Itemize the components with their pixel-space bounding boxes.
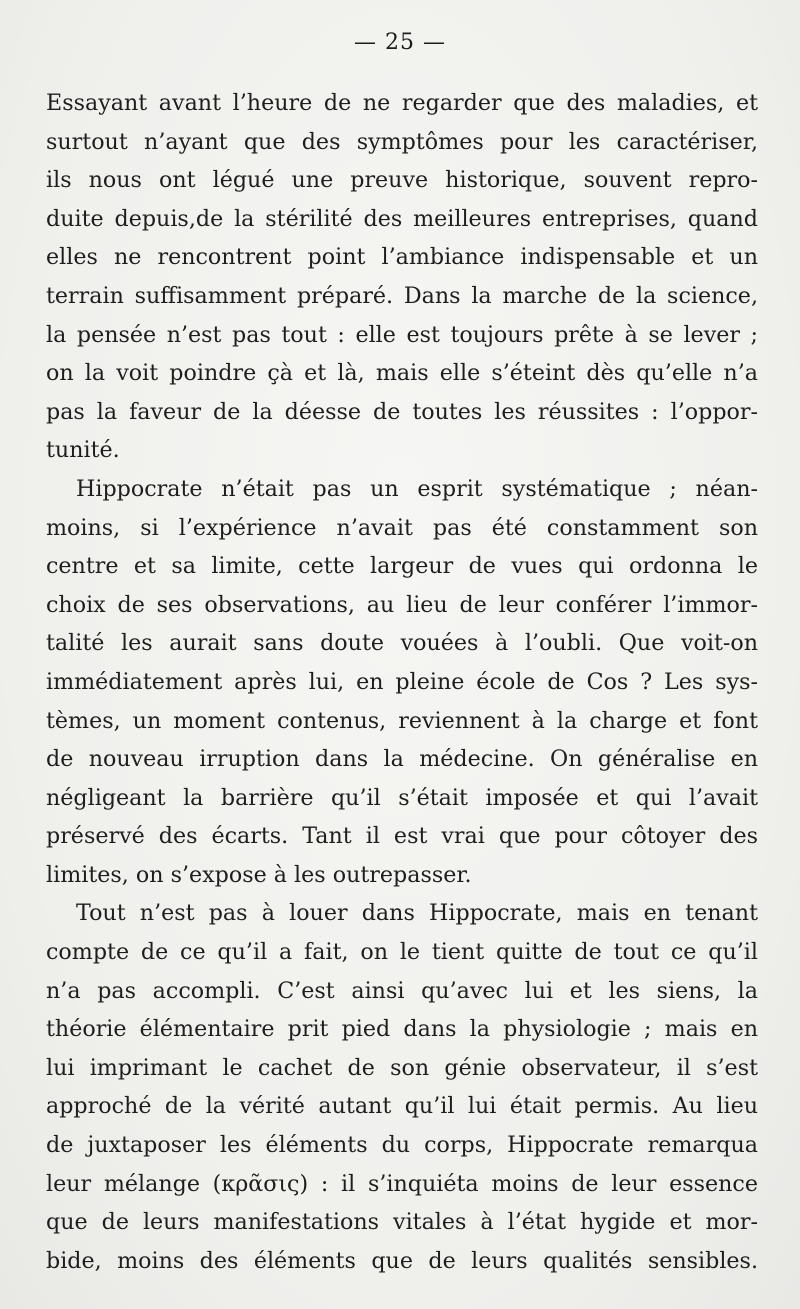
text-line: on la voit poindre çà et là, mais elle s’éteint dès qu’elle n’a [46,360,758,387]
text-line: de nouveau irruption dans la médecine. On généralise en [46,746,758,773]
text-line: compte de ce qu’il a fait, on le tient quitte de tout ce qu’il [46,939,758,966]
text-line: bide, moins des éléments que de leurs qualités sensibles. [46,1247,758,1274]
text-line: de juxtaposer les éléments du corps, Hippocrate remarqua [46,1132,758,1159]
text-line: Hippocrate n’était pas un esprit systématique ; néan- [76,475,758,502]
page-number: — 25 — [354,30,446,55]
text-line: talité les aurait sans doute vouées à l’oubli. Que voit-on [46,630,758,657]
text-line: lui imprimant le cachet de son génie observateur, il s’est [46,1054,758,1081]
text-line: la pensée n’est pas tout : elle est toujours prête à se lever ; [46,321,758,348]
text-line: choix de ses observations, au lieu de leur conférer l’immor- [46,591,758,618]
text-line: théorie élémentaire prit pied dans la physiologie ; mais en [46,1016,758,1043]
text-line: immédiatement après lui, en pleine école de Cos ? Les sys- [46,668,758,695]
text-line: centre et sa limite, cette largeur de vues qui ordonna le [46,553,758,580]
text-line: ils nous ont légué une preuve historique, souvent repro- [46,167,758,194]
text-line: moins, si l’expérience n’avait pas été constamment son [46,514,758,541]
text-line: que de leurs manifestations vitales à l’état hygide et mor- [46,1209,758,1236]
text-line: elles ne rencontrent point l’ambiance indispensable et un [46,244,758,271]
text-line: n’a pas accompli. C’est ainsi qu’avec lui et les siens, la [46,977,758,1004]
text-line: terrain suffisamment préparé. Dans la marche de la science, [46,282,758,309]
text-line: approché de la vérité autant qu’il lui était permis. Au lieu [46,1093,758,1120]
text-line: tèmes, un moment contenus, reviennent à la charge et font [46,707,758,734]
text-line: pas la faveur de la déesse de toutes les réussites : l’oppor- [46,398,758,425]
text-line: Essayant avant l’heure de ne regarder que des maladies, et [46,90,758,116]
text-line: préservé des écarts. Tant il est vrai que pour côtoyer des [46,823,758,850]
text-line: surtout n’ayant que des symptômes pour les caractériser, [46,128,758,155]
text-line: limites, on s’expose à les outrepasser. [46,861,472,888]
text-line: tunité. [46,437,120,464]
body-text [46,84,758,1280]
text-line: leur mélange (κρᾶσις) : il s’inquiéta moins de leur essence [46,1170,758,1197]
text-line: Tout n’est pas à louer dans Hippocrate, mais en tenant [76,900,758,927]
text-line: duite depuis,de la stérilité des meilleures entreprises, quand [46,205,758,232]
text-line: négligeant la barrière qu’il s’était imposée et qui l’avait [46,784,758,811]
